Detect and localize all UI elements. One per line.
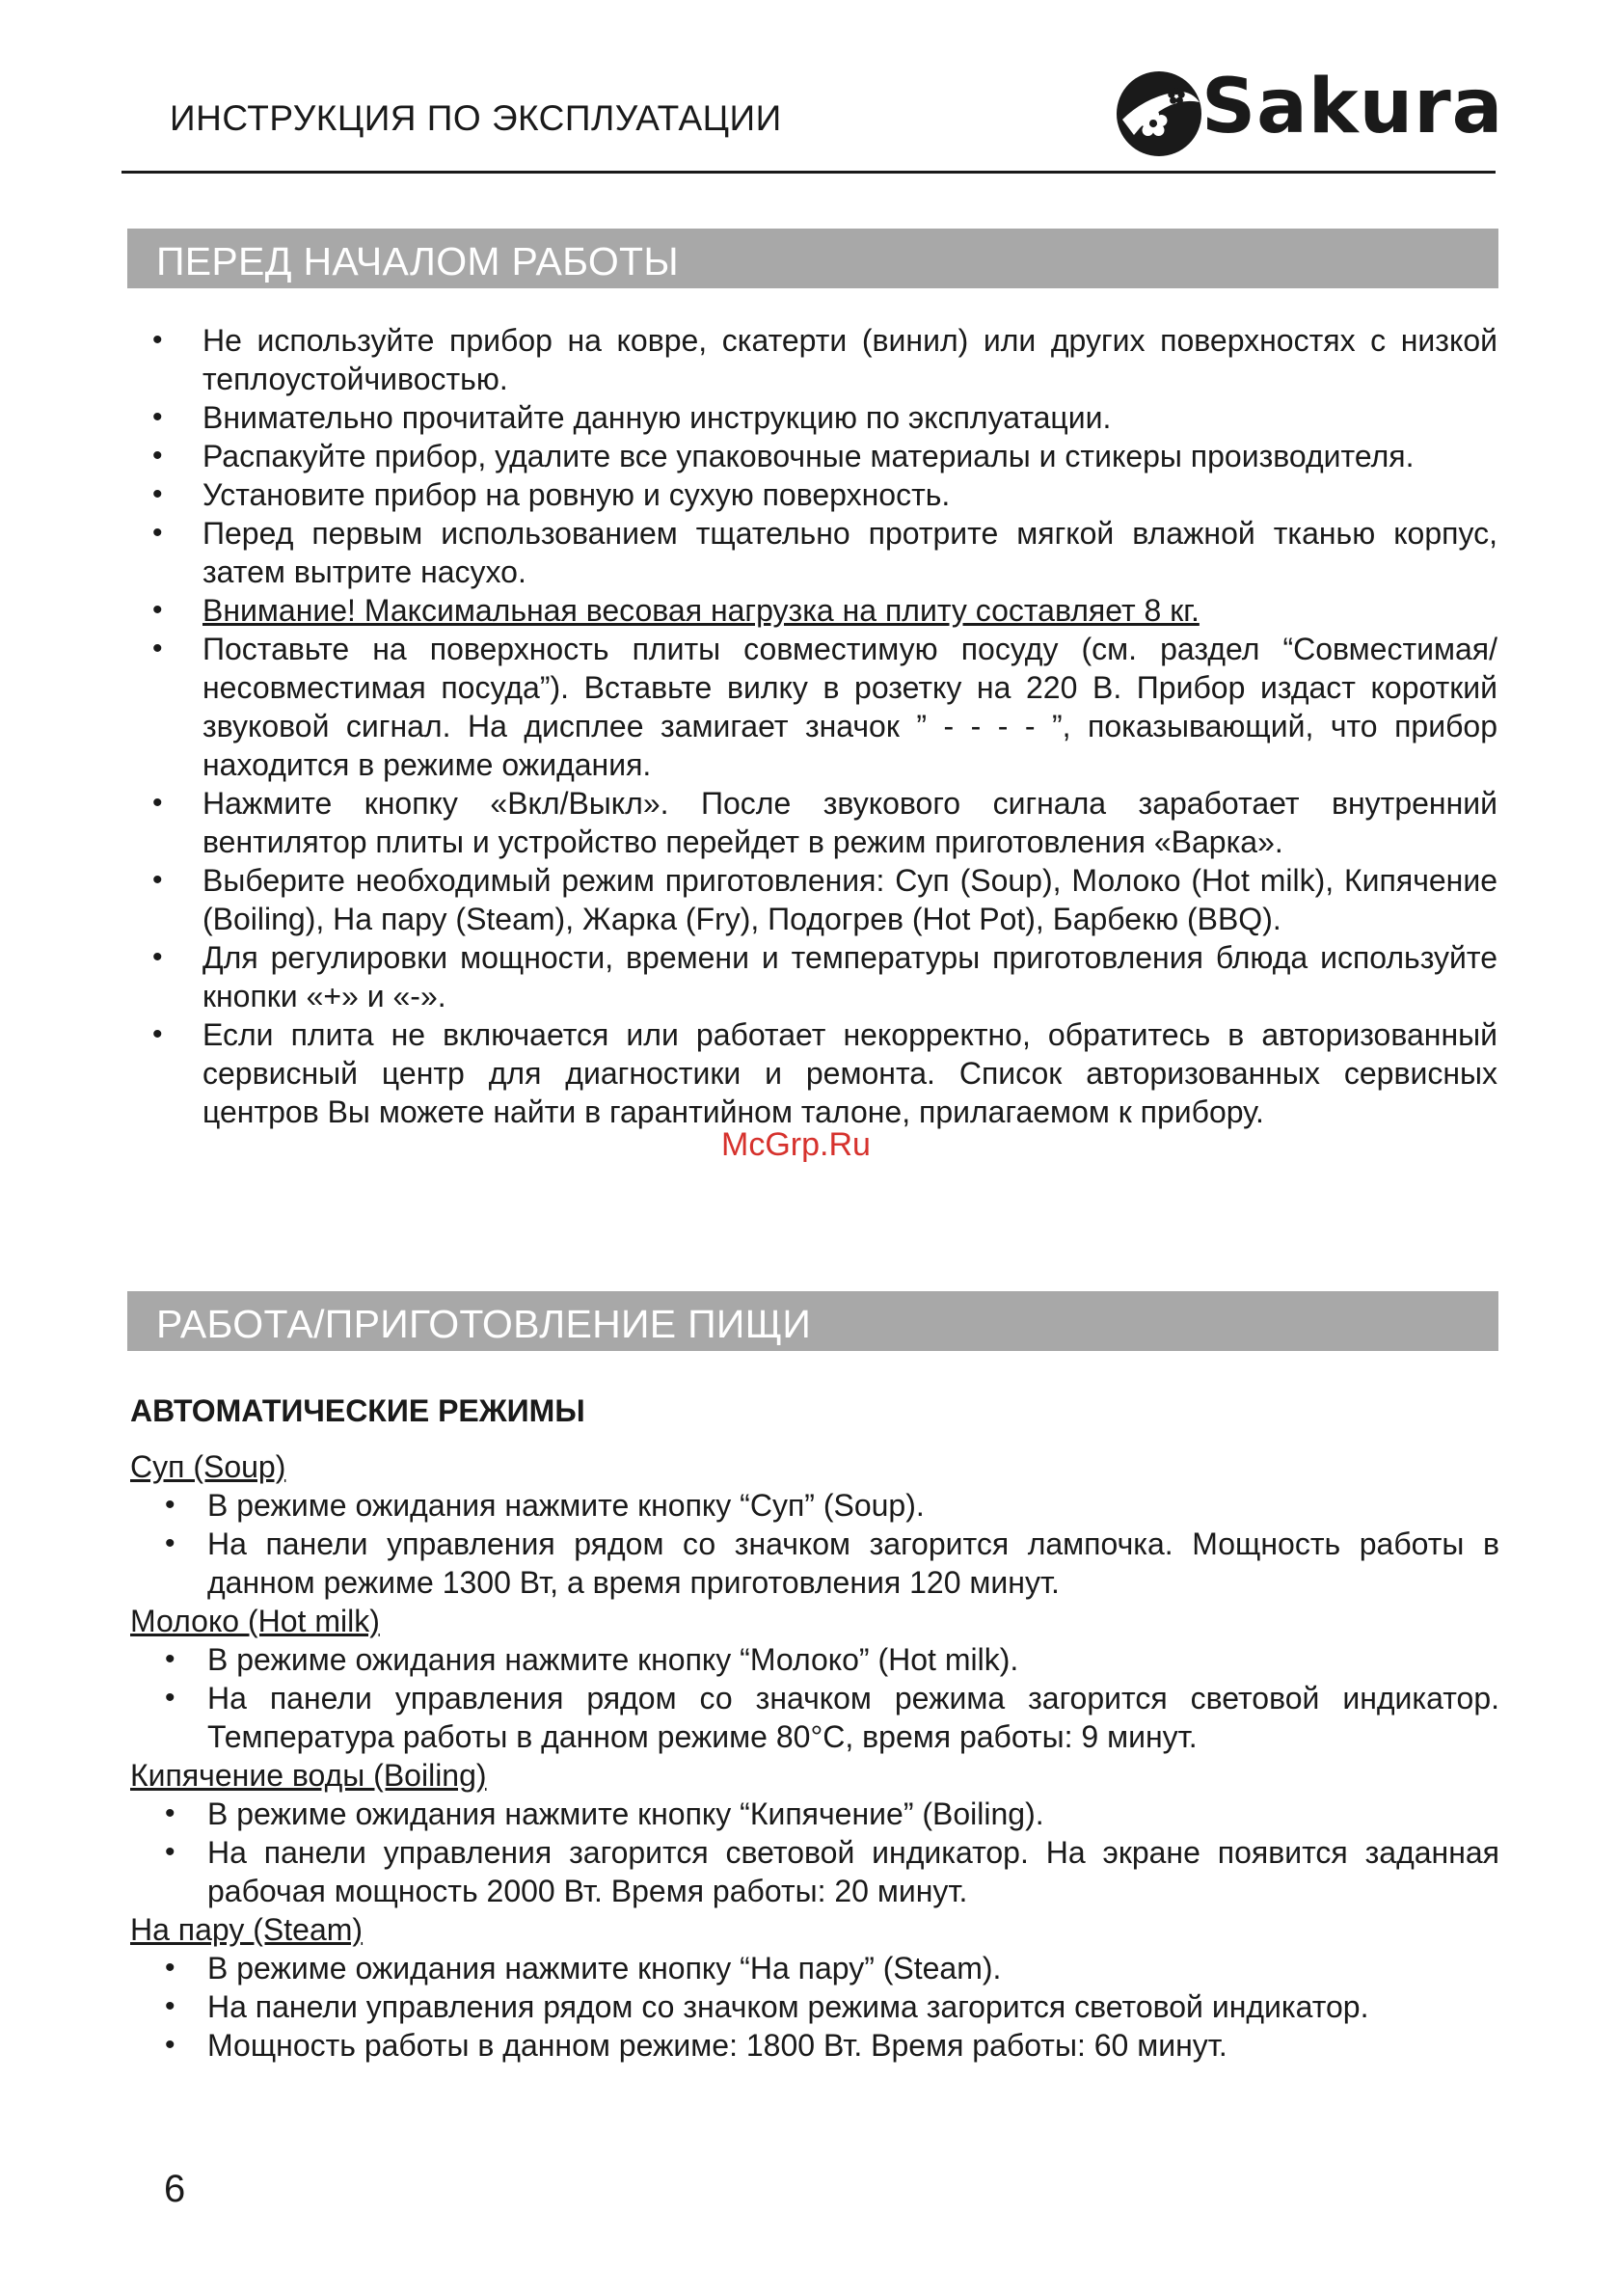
list-item: • Мощность работы в данном режиме: 1800 Вт. Время работы: 60 минут. xyxy=(130,2026,1499,2065)
list-item: • Для регулировки мощности, времени и температуры приготовления блюда используйте кнопки «+» и «-». xyxy=(145,938,1497,1015)
list-item: • В режиме ожидания нажмите кнопку “Суп” (Soup). xyxy=(130,1486,1499,1525)
list-item: • На панели управления загорится световой индикатор. На экране появится заданная рабочая мощность 2000 Вт. Время работы: 20 минут. xyxy=(130,1833,1499,1910)
before-start-list xyxy=(145,321,1497,1131)
mode-title-milk: Молоко (Hot milk) xyxy=(130,1604,380,1638)
list-item: • Поставьте на поверхность плиты совместимую посуду (см. раздел “Совместимая/несовместимая посуда”). Вставьте вилку в розетку на 220 В. Прибор издаст короткий звуковой сигнал. На дисплее замигает значок ” - - - - ”, показывающий, что прибор находится в режиме ожидания. xyxy=(145,630,1497,784)
list-item: • Не используйте прибор на ковре, скатерти (винил) или других поверхностях с низкой теплоустойчивостью. xyxy=(145,321,1497,398)
watermark: McGrp.Ru xyxy=(721,1126,871,1163)
brand-name: Sakura xyxy=(1201,64,1504,150)
mode-list-milk xyxy=(130,1640,1499,1756)
mode-list-steam xyxy=(130,1949,1499,2065)
list-item: • Внимательно прочитайте данную инструкцию по эксплуатации. xyxy=(145,398,1497,437)
mode-title-steam: На пару (Steam) xyxy=(130,1912,364,1947)
header-divider xyxy=(121,171,1496,174)
list-item: • Нажмите кнопку «Вкл/Выкл». После звукового сигнала заработает внутренний вентилятор плиты и устройство перейдет в режим приготовления «Варка». xyxy=(145,784,1497,861)
section-bar-cooking xyxy=(127,1291,1498,1351)
mode-title-boiling: Кипячение воды (Boiling) xyxy=(130,1758,487,1793)
list-item: • Выберите необходимый режим приготовления: Суп (Soup), Молоко (Hot milk), Кипячение (Boiling), На пару (Steam), Жарка (Fry), Подогрев (Hot Pot), Барбекю (BBQ). xyxy=(145,861,1497,938)
list-item: • Если плита не включается или работает некорректно, обратитесь в авторизованный сервисный центр для диагностики и ремонта. Список авторизованных сервисных центров Вы можете найти в гарантийном талоне, прилагаемом к прибору. xyxy=(145,1015,1497,1131)
mode-list-soup xyxy=(130,1486,1499,1602)
list-item: • В режиме ожидания нажмите кнопку “На пару” (Steam). xyxy=(130,1949,1499,1987)
subheading: АВТОМАТИЧЕСКИЕ РЕЖИМЫ xyxy=(130,1393,585,1428)
list-item: • Установите прибор на ровную и сухую поверхность. xyxy=(145,475,1497,514)
sakura-logo xyxy=(1115,64,1504,158)
section-title: ПЕРЕД НАЧАЛОМ РАБОТЫ xyxy=(156,239,679,284)
automatic-modes xyxy=(130,1391,1499,2065)
section-title: РАБОТА/ПРИГОТОВЛЕНИЕ ПИЩИ xyxy=(156,1302,812,1346)
list-item-warning xyxy=(145,591,1497,630)
list-item: • В режиме ожидания нажмите кнопку “Кипячение” (Boiling). xyxy=(130,1795,1499,1833)
section-bar-before-start xyxy=(127,229,1498,288)
page-header xyxy=(121,60,1504,172)
mode-list-boiling xyxy=(130,1795,1499,1910)
sakura-flower-icon xyxy=(1115,69,1203,158)
list-item: • Распакуйте прибор, удалите все упаковочные материалы и стикеры производителя. xyxy=(145,437,1497,475)
list-item: • На панели управления рядом со значком режима загорится световой индикатор. Температура работы в данном режиме 80°С, время работы: 9 минут. xyxy=(130,1679,1499,1756)
list-item: • Перед первым использованием тщательно протрите мягкой влажной тканью корпус, затем вытрите насухо. xyxy=(145,514,1497,591)
document-title: ИНСТРУКЦИЯ ПО ЭКСПЛУАТАЦИИ xyxy=(170,98,782,138)
list-item: • На панели управления рядом со значком режима загорится световой индикатор. xyxy=(130,1987,1499,2026)
mode-title-soup: Суп (Soup) xyxy=(130,1449,286,1484)
list-item: • В режиме ожидания нажмите кнопку “Молоко” (Hot milk). xyxy=(130,1640,1499,1679)
weight-warning: Внимание! Максимальная весовая нагрузка на плиту составляет 8 кг. xyxy=(202,593,1200,628)
list-item: • На панели управления рядом со значком загорится лампочка. Мощность работы в данном режиме 1300 Вт, а время приготовления 120 минут. xyxy=(130,1525,1499,1602)
page-number: 6 xyxy=(164,2168,186,2210)
